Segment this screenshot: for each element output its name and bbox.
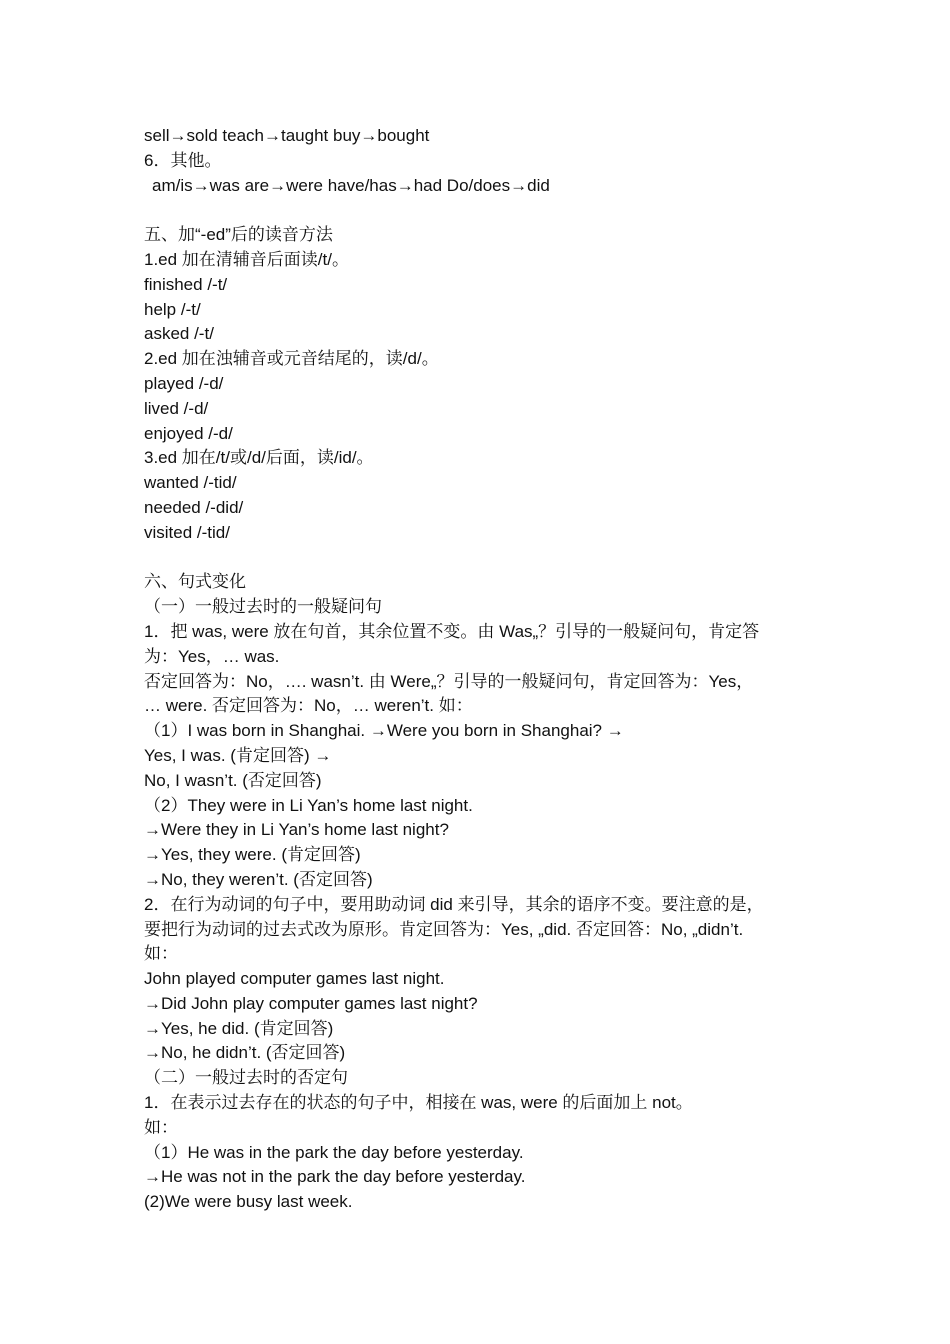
section-heading: 六、句式变化 [144, 572, 246, 592]
subsection-heading: （一）一般过去时的一般疑问句 [144, 597, 382, 617]
document-body [144, 124, 814, 1215]
example-line: （1）I was born in Shanghai. →Were you born in Shanghai? → [144, 721, 624, 741]
section-heading: 五、加“-ed”后的读音方法 [144, 225, 333, 245]
blank-line [144, 198, 814, 223]
text-line: 1．把 was, were 放在句首，其余位置不变。由 Was„？引导的一般疑问句，肯定答 [144, 621, 760, 641]
text-line: sell→sold teach→taught buy→bought [144, 126, 430, 145]
example-line: →Yes, he did. (肯定回答) [144, 1018, 334, 1038]
text-line: 3.ed 加在/t/或/d/后面，读/id/。 [144, 448, 374, 468]
text-line: help /-t/ [144, 299, 201, 319]
text-line: 2.ed 加在浊辅音或元音结尾的，读/d/。 [144, 349, 439, 369]
text-line: wanted /-tid/ [144, 473, 237, 493]
example-line: →No, they weren’t. (否定回答) [144, 869, 373, 889]
example-line: →Yes, they were. (肯定回答) [144, 845, 361, 865]
text-line: 1．在表示过去存在的状态的句子中，相接在 was, were 的后面加上 not。 [144, 1093, 693, 1113]
text-line: 否定回答为：No，…. wasn’t. 由 Were„？引导的一般疑问句，肯定回答为：Yes， [144, 671, 754, 691]
text-line: played /-d/ [144, 373, 224, 393]
example-line: John played computer games last night. [144, 969, 445, 989]
example-line: →Did John play computer games last night? [144, 993, 478, 1013]
text-line: needed /-did/ [144, 497, 244, 517]
example-line: →He was not in the park the day before yesterday. [144, 1167, 526, 1187]
blank-line [144, 546, 814, 571]
text-line: asked /-t/ [144, 324, 214, 344]
text-line: finished /-t/ [144, 274, 228, 294]
text-line: am/is→was are→were have/has→had Do/does→did [152, 175, 550, 195]
text-line: visited /-tid/ [144, 522, 230, 542]
text-line: 1.ed 加在清辅音后面读/t/。 [144, 249, 349, 269]
text-line: 6．其他。 [144, 150, 222, 170]
text-line: 要把行为动词的过去式改为原形。肯定回答为：Yes, „did. 否定回答：No, „didn’t. [144, 919, 744, 939]
text-line: 2．在行为动词的句子中，要用助动词 did 来引导，其余的语序不变。要注意的是， [144, 894, 764, 914]
example-line: Yes, I was. (肯定回答) → [144, 745, 332, 765]
example-line: （2）They were in Li Yan’s home last night. [144, 795, 473, 815]
example-line: （1）He was in the park the day before yesterday. [144, 1142, 524, 1162]
example-line: →No, he didn’t. (否定回答) [144, 1043, 346, 1063]
text-line: enjoyed /-d/ [144, 423, 233, 443]
text-line: 如： [144, 944, 178, 964]
subsection-heading: （二）一般过去时的否定句 [144, 1068, 348, 1088]
text-line: … were. 否定回答为：No，… weren’t. 如： [144, 696, 473, 716]
example-line: →Were they in Li Yan’s home last night? [144, 820, 449, 840]
text-line: 如： [144, 1117, 178, 1137]
text-line: lived /-d/ [144, 398, 209, 418]
text-line: 为：Yes，… was. [144, 646, 280, 666]
example-line: No, I wasn’t. (否定回答) [144, 770, 322, 790]
example-line: (2)We were busy last week. [144, 1192, 353, 1212]
